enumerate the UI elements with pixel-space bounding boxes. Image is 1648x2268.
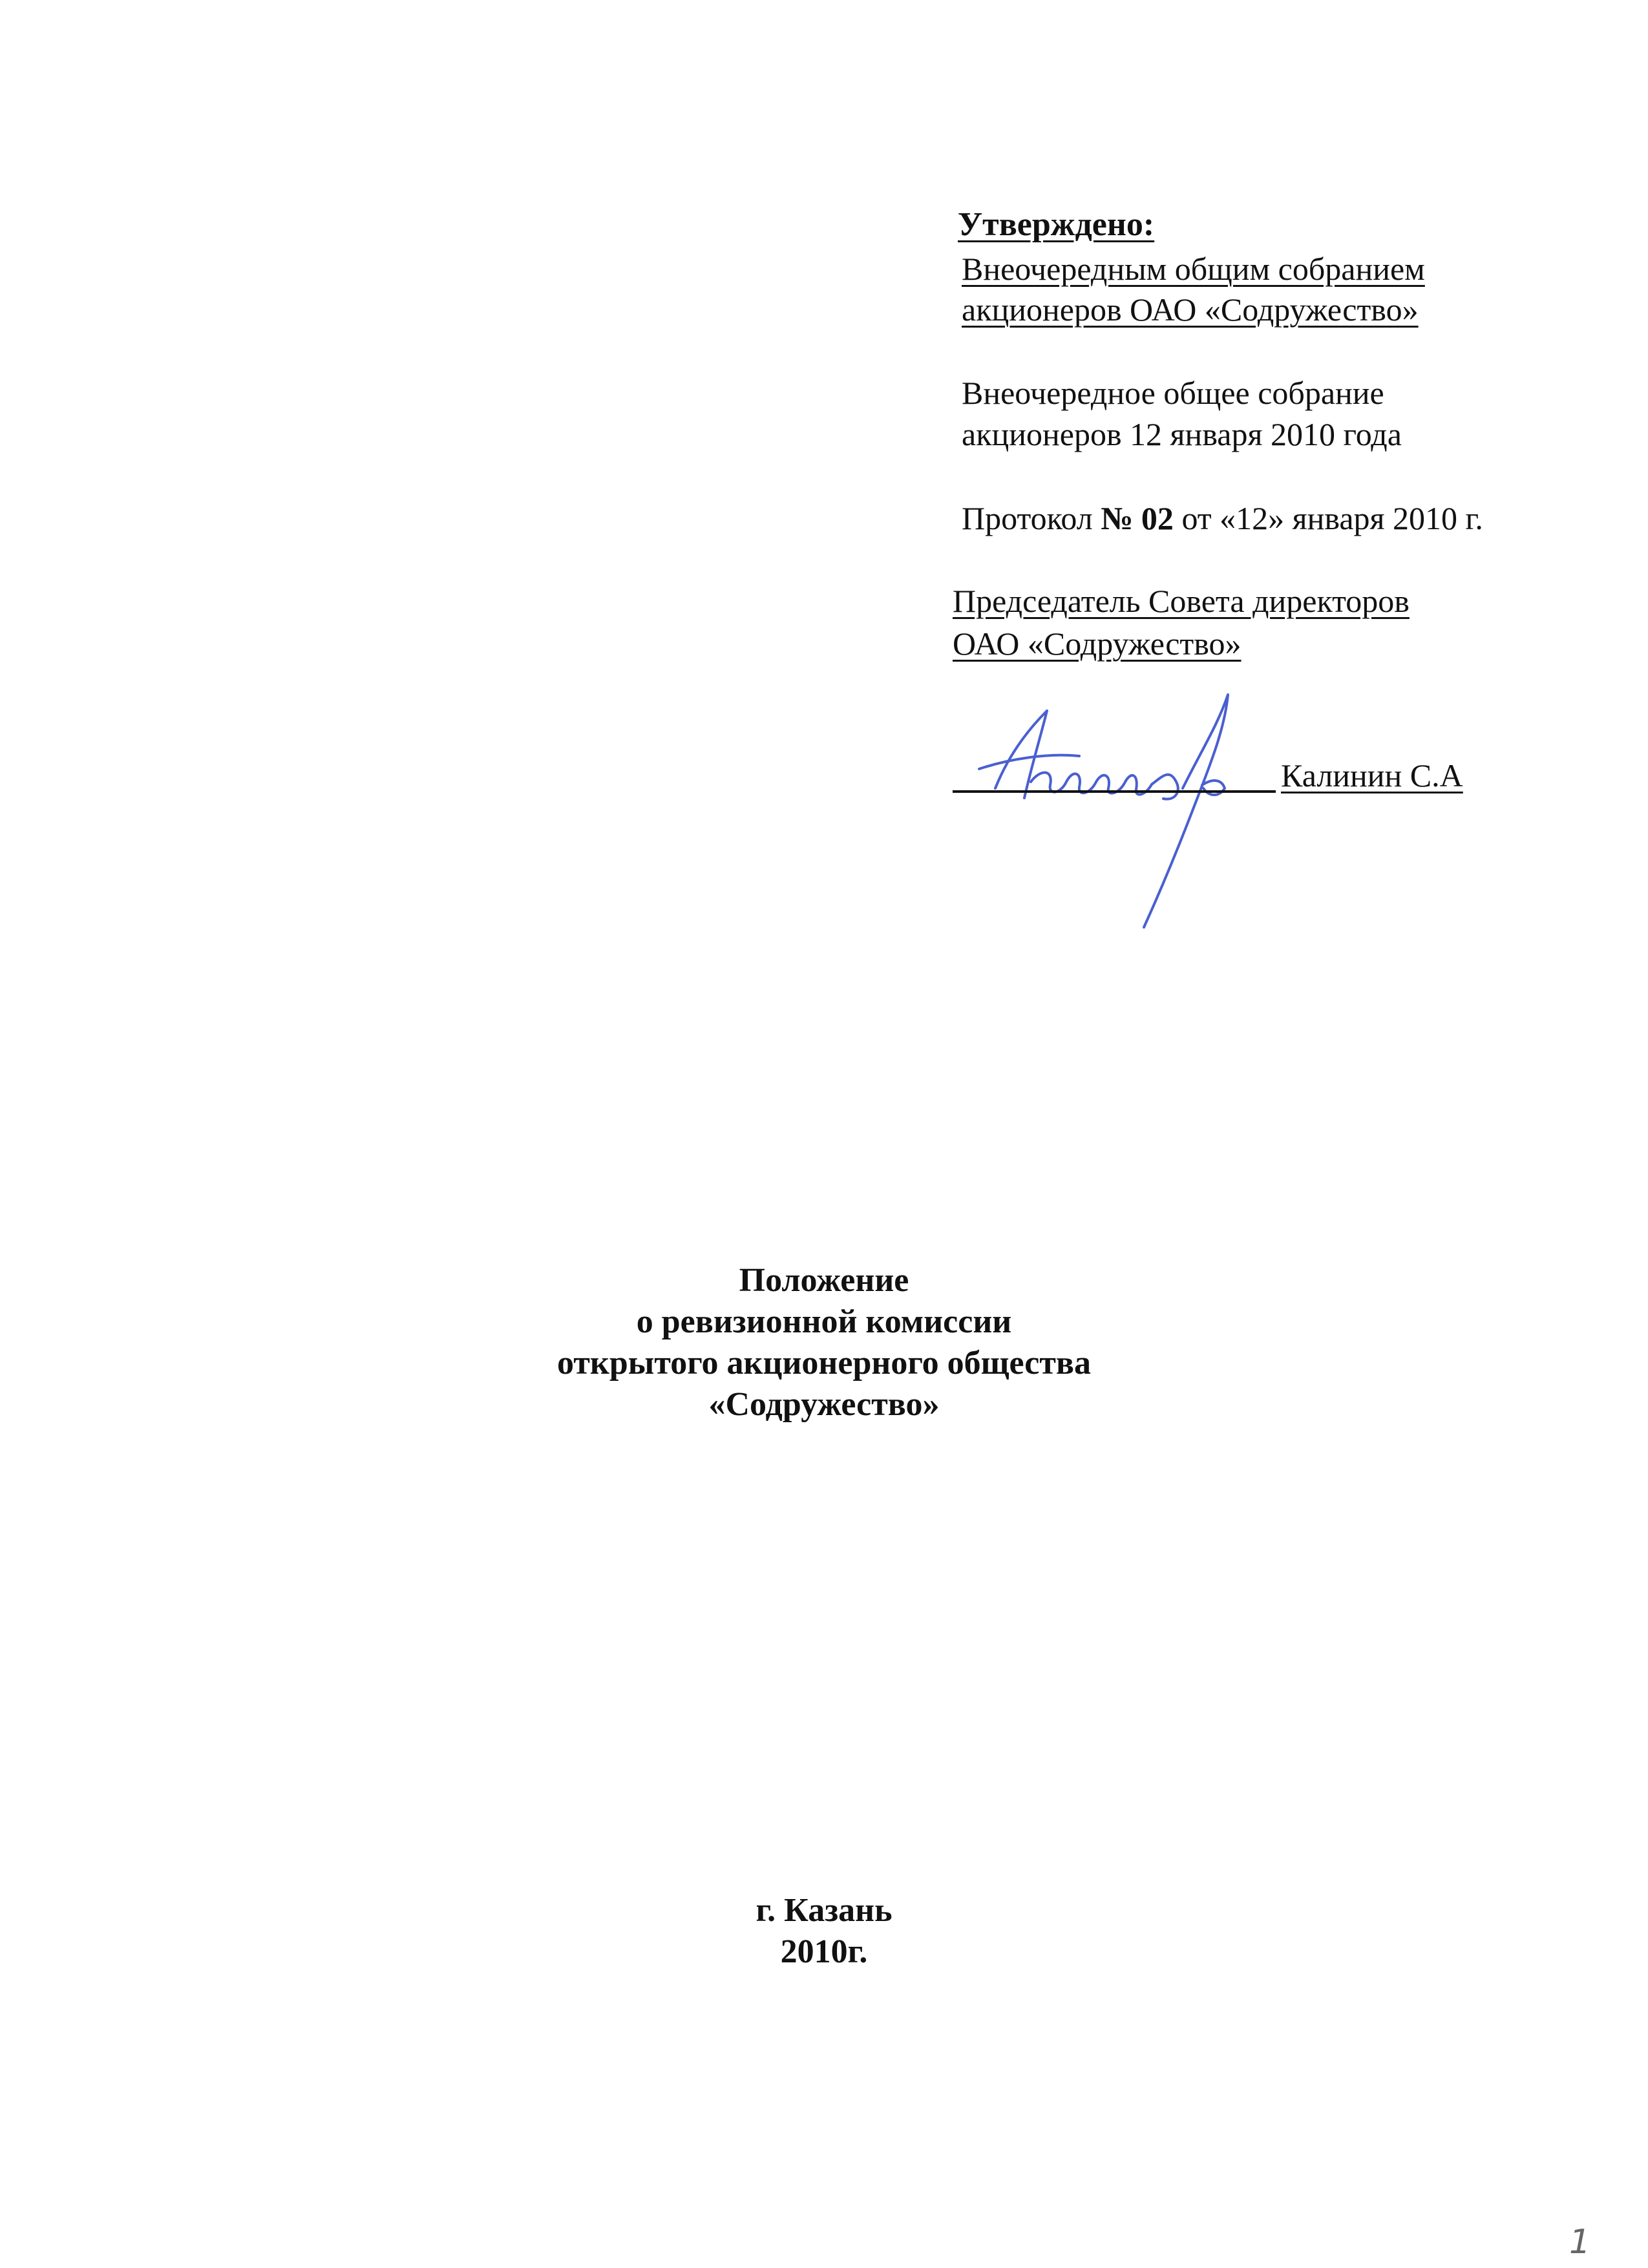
document-title-line-1: Положение — [739, 1262, 909, 1299]
meeting-line-1: Внеочередное общее собрание — [962, 375, 1384, 411]
signature-line — [953, 790, 1276, 793]
page-number: 1 — [1569, 2223, 1591, 2262]
meeting-line-2: акционеров 12 января 2010 года — [962, 416, 1402, 452]
document-title-line-4: «Содружество» — [708, 1386, 940, 1423]
signature-strokes — [979, 695, 1228, 927]
protocol-line — [962, 499, 1483, 538]
year: 2010г. — [780, 1933, 868, 1970]
document-title-line-2: о ревизионной комиссии — [636, 1303, 1012, 1340]
protocol-suffix: от «12» января 2010 г. — [1181, 500, 1483, 536]
approval-body-line-2: акционеров ОАО «Содружество» — [962, 291, 1419, 328]
chair-title-line-2: ОАО «Содружество» — [953, 625, 1241, 662]
approval-body-line-1: Внеочередным общим собранием — [962, 251, 1425, 287]
signer-name: Калинин С.А — [1281, 757, 1463, 793]
protocol-prefix: Протокол — [962, 500, 1093, 536]
protocol-number: № 02 — [1101, 500, 1174, 536]
city: г. Казань — [755, 1892, 893, 1929]
approval-heading: Утверждено: — [958, 206, 1155, 243]
chair-title-line-1: Председатель Совета директоров — [953, 583, 1410, 619]
document-title-line-3: открытого акционерного общества — [557, 1345, 1091, 1381]
handwritten-signature — [969, 672, 1267, 930]
